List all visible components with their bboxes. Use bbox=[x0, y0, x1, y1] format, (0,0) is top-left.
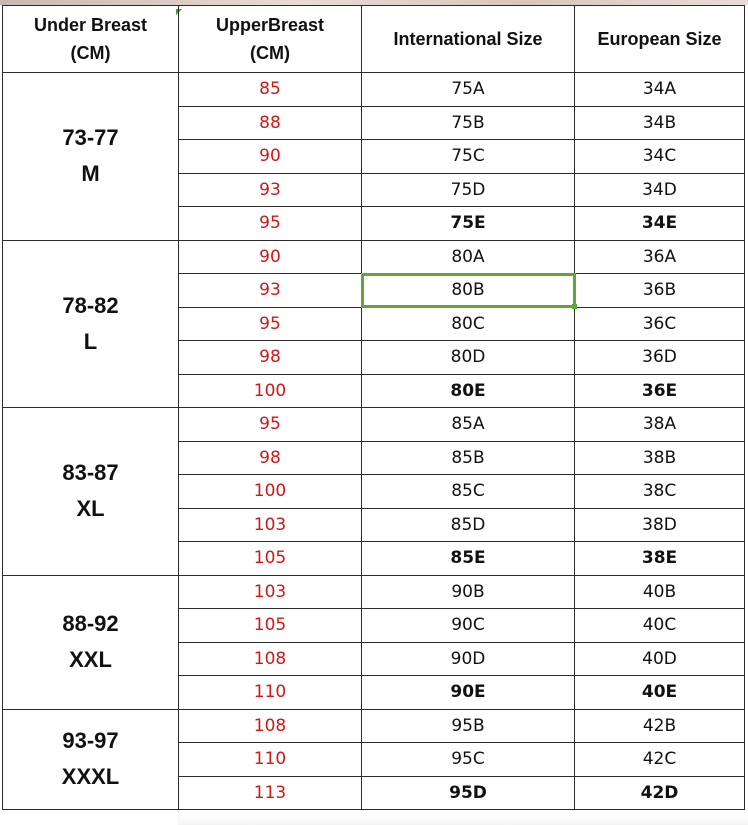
european-size-cell[interactable]: 36B bbox=[575, 274, 745, 308]
upper-breast-cell[interactable]: 100 bbox=[179, 475, 362, 509]
selection-fill-handle[interactable] bbox=[572, 304, 577, 309]
international-size-cell[interactable]: 85C bbox=[362, 475, 575, 509]
european-size-cell[interactable]: 34C bbox=[575, 140, 745, 174]
upper-breast-cell[interactable]: 100 bbox=[179, 374, 362, 408]
european-size-cell[interactable]: 38B bbox=[575, 441, 745, 475]
upper-breast-cell[interactable]: 85 bbox=[179, 73, 362, 107]
header-under-breast-line1: Under Breast bbox=[33, 15, 148, 35]
upper-breast-cell[interactable]: 95 bbox=[179, 207, 362, 241]
european-size-cell[interactable]: 40E bbox=[575, 676, 745, 710]
european-size-cell[interactable]: 36C bbox=[575, 307, 745, 341]
under-breast-group-cell bbox=[3, 575, 179, 709]
upper-breast-cell[interactable]: 93 bbox=[179, 274, 362, 308]
upper-breast-cell[interactable]: 98 bbox=[179, 441, 362, 475]
under-breast-range: 83-87 bbox=[62, 460, 119, 486]
upper-breast-cell[interactable]: 88 bbox=[179, 106, 362, 140]
under-breast-range: 78-82 bbox=[62, 292, 119, 318]
size-letter: XXXL bbox=[61, 764, 120, 790]
upper-breast-cell[interactable]: 110 bbox=[179, 743, 362, 777]
under-breast-range: 73-77 bbox=[62, 125, 119, 151]
international-size-cell[interactable]: 75D bbox=[362, 173, 575, 207]
header-international-size: International Size bbox=[362, 6, 575, 73]
european-size-cell[interactable]: 38A bbox=[575, 408, 745, 442]
international-size-cell[interactable]: 85A bbox=[362, 408, 575, 442]
header-upper-breast-line2: (CM) bbox=[250, 43, 290, 63]
european-size-cell[interactable]: 36A bbox=[575, 240, 745, 274]
european-size-cell[interactable]: 38D bbox=[575, 508, 745, 542]
header-upper-breast-line1: UpperBreast bbox=[215, 15, 325, 35]
upper-breast-cell[interactable]: 90 bbox=[179, 240, 362, 274]
international-size-cell[interactable]: 75B bbox=[362, 106, 575, 140]
international-size-cell[interactable]: 80E bbox=[362, 374, 575, 408]
under-breast-range: 88-92 bbox=[62, 611, 119, 636]
header-upper-breast bbox=[179, 6, 362, 73]
upper-breast-cell[interactable]: 103 bbox=[179, 508, 362, 542]
international-size-cell[interactable]: 95B bbox=[362, 709, 575, 743]
international-size-cell[interactable]: 80A bbox=[362, 240, 575, 274]
international-size-cell[interactable]: 85B bbox=[362, 441, 575, 475]
header-row bbox=[3, 6, 745, 73]
international-size-cell[interactable]: 95C bbox=[362, 743, 575, 777]
size-letter: L bbox=[83, 328, 98, 354]
upper-breast-cell[interactable]: 113 bbox=[179, 776, 362, 810]
upper-breast-cell[interactable]: 95 bbox=[179, 307, 362, 341]
upper-breast-cell[interactable]: 110 bbox=[179, 676, 362, 710]
under-breast-group-cell bbox=[3, 240, 179, 408]
international-size-cell[interactable]: 75E bbox=[362, 207, 575, 241]
table-row bbox=[3, 73, 745, 107]
european-size-cell[interactable]: 40B bbox=[575, 575, 745, 609]
international-size-cell[interactable]: 75A bbox=[362, 73, 575, 107]
upper-breast-cell[interactable]: 105 bbox=[179, 609, 362, 643]
international-size-cell[interactable]: 85E bbox=[362, 542, 575, 576]
european-size-cell[interactable]: 40C bbox=[575, 609, 745, 643]
international-size-cell[interactable]: 90E bbox=[362, 676, 575, 710]
table-row bbox=[3, 408, 745, 442]
upper-breast-cell[interactable]: 108 bbox=[179, 709, 362, 743]
international-size-cell[interactable]: 95D bbox=[362, 776, 575, 810]
under-breast-group-cell bbox=[3, 709, 179, 810]
under-breast-group-cell bbox=[3, 73, 179, 241]
header-european-size: European Size bbox=[575, 6, 745, 73]
upper-breast-cell[interactable]: 95 bbox=[179, 408, 362, 442]
table-row bbox=[3, 709, 745, 743]
header-under-breast-line2: (CM) bbox=[70, 43, 111, 63]
european-size-cell[interactable]: 42C bbox=[575, 743, 745, 777]
header-under-breast bbox=[3, 6, 179, 73]
size-letter: XL bbox=[76, 496, 105, 522]
international-size-cell[interactable]: 90C bbox=[362, 609, 575, 643]
table-body bbox=[3, 73, 745, 810]
under-breast-range: 93-97 bbox=[62, 728, 119, 754]
international-size-cell[interactable]: 90D bbox=[362, 642, 575, 676]
table-row bbox=[3, 240, 745, 274]
upper-breast-cell[interactable]: 93 bbox=[179, 173, 362, 207]
european-size-cell[interactable]: 34A bbox=[575, 73, 745, 107]
upper-breast-cell[interactable]: 108 bbox=[179, 642, 362, 676]
upper-breast-cell[interactable]: 105 bbox=[179, 542, 362, 576]
european-size-cell[interactable]: 40D bbox=[575, 642, 745, 676]
european-size-cell[interactable]: 36E bbox=[575, 374, 745, 408]
international-size-cell[interactable]: 80D bbox=[362, 341, 575, 375]
european-size-cell[interactable]: 42B bbox=[575, 709, 745, 743]
european-size-cell[interactable]: 34D bbox=[575, 173, 745, 207]
size-chart-table bbox=[2, 5, 745, 810]
european-size-cell[interactable]: 38C bbox=[575, 475, 745, 509]
european-size-cell[interactable]: 38E bbox=[575, 542, 745, 576]
upper-breast-cell[interactable]: 98 bbox=[179, 341, 362, 375]
international-size-cell[interactable]: 75C bbox=[362, 140, 575, 174]
european-size-cell[interactable]: 34B bbox=[575, 106, 745, 140]
international-size-cell[interactable]: 80C bbox=[362, 307, 575, 341]
european-size-cell[interactable]: 42D bbox=[575, 776, 745, 810]
european-size-cell[interactable]: 36D bbox=[575, 341, 745, 375]
table-row bbox=[3, 575, 745, 609]
cropped-bottom-edge bbox=[178, 815, 748, 825]
upper-breast-cell[interactable]: 103 bbox=[179, 575, 362, 609]
international-size-cell[interactable]: 90B bbox=[362, 575, 575, 609]
size-letter: M bbox=[81, 161, 100, 187]
under-breast-group-cell bbox=[3, 408, 179, 576]
size-chart-sheet bbox=[0, 5, 748, 820]
european-size-cell[interactable]: 34E bbox=[575, 207, 745, 241]
size-letter: XXL bbox=[69, 647, 112, 672]
international-size-cell-selected[interactable]: 80B bbox=[362, 274, 575, 308]
international-size-cell[interactable]: 85D bbox=[362, 508, 575, 542]
upper-breast-cell[interactable]: 90 bbox=[179, 140, 362, 174]
